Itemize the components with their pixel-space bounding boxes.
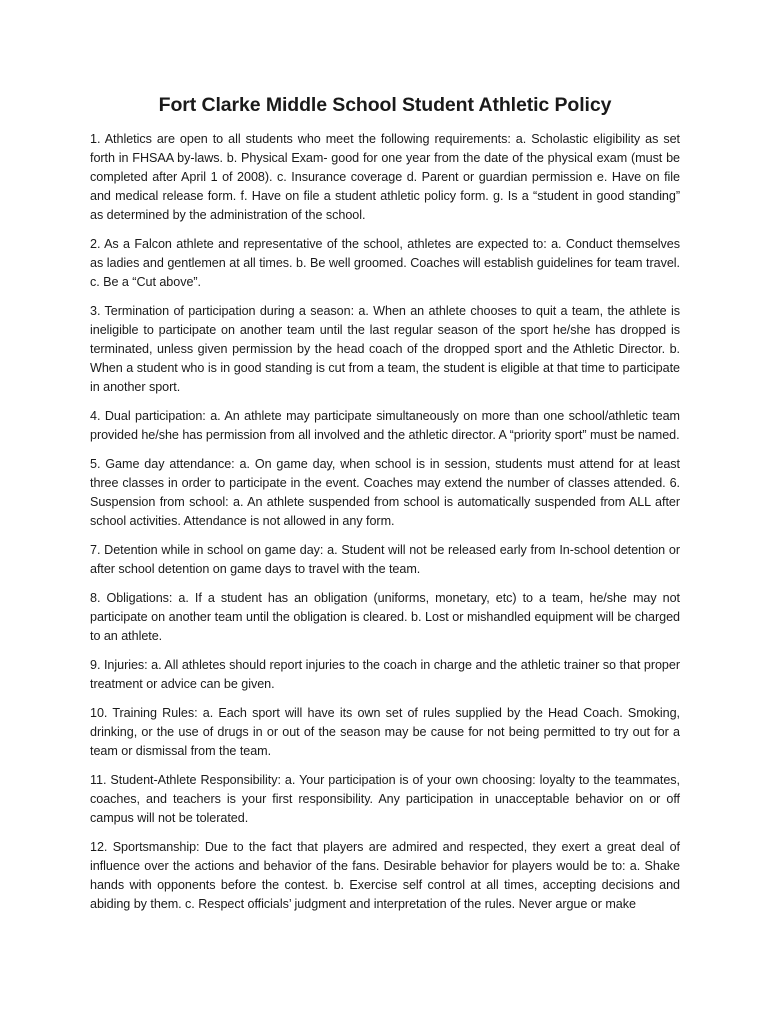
policy-paragraph-7: 7. Detention while in school on game day: a. Student will not be released early from In-school detention or after school detention on game days to travel with the team. — [90, 543, 680, 576]
policy-paragraph-10: 10. Training Rules: a. Each sport will have its own set of rules supplied by the Head Coach. Smoking, drinking, or the use of drugs in or out of the season may be cause for not being permitted to try out for a team or dismissal from the team. — [90, 706, 680, 758]
document-title: Fort Clarke Middle School Student Athletic Policy — [158, 94, 612, 116]
policy-paragraph-11: 11. Student-Athlete Responsibility: a. Your participation is of your own choosing: loyalty to the teammates, coaches, and teachers is your first responsibility. Any participation in unacceptable behavior on or off campus will not be tolerated. — [90, 773, 680, 825]
policy-paragraph-12: 12. Sportsmanship: Due to the fact that players are admired and respected, they exert a great deal of influence over the actions and behavior of the fans. Desirable behavior for players would be to: a. Shake hands with opponents before the contest. b. Exercise self control at all times, accepting decisions and abiding by them. c. Respect officials’ judgment and interpretation of the rules. Never argue or make — [90, 840, 680, 911]
policy-body — [90, 130, 680, 924]
policy-paragraph-9: 9. Injuries: a. All athletes should report injuries to the coach in charge and the athletic trainer so that proper treatment or advice can be given. — [90, 658, 680, 691]
policy-paragraph-1: 1. Athletics are open to all students who meet the following requirements: a. Scholastic eligibility as set forth in FHSAA by-laws. b. Physical Exam- good for one year from the date of the physical exam (must be completed after April 1 of 2008). c. Insurance coverage d. Parent or guardian permission e. Have on file and medical release form. f. Have on file a student athletic policy form. g. Is a “student in good standing” as determined by the administration of the school. — [90, 132, 680, 222]
policy-paragraph-4: 4. Dual participation: a. An athlete may participate simultaneously on more than one school/athletic team provided he/she has permission from all involved and the athletic director. A “priority sport” must be named. — [90, 409, 680, 442]
policy-paragraph-8: 8. Obligations: a. If a student has an obligation (uniforms, monetary, etc) to a team, he/she may not participate on another team until the obligation is cleared. b. Lost or mishandled equipment will be charged to an athlete. — [90, 591, 680, 643]
policy-paragraph-3: 3. Termination of participation during a season: a. When an athlete chooses to quit a team, the athlete is ineligible to participate on another team until the last regular season of the sport he/she has dropped is terminated, unless given permission by the head coach of the dropped sport and the Athletic Director. b. When a student who is in good standing is cut from a team, the student is eligible at that time to participate in another sport. — [90, 304, 680, 394]
policy-paragraph-5: 5. Game day attendance: a. On game day, when school is in session, students must attend for at least three classes in order to participate in the event. Coaches may extend the number of classes attended. 6. Suspension from school: a. An athlete suspended from school is automatically suspended from ALL after school activities. Attendance is not allowed in any form. — [90, 457, 680, 528]
policy-paragraph-2: 2. As a Falcon athlete and representative of the school, athletes are expected to: a. Conduct themselves as ladies and gentlemen at all times. b. Be well groomed. Coaches will establish guidelines for team travel. c. Be a “Cut above”. — [90, 237, 680, 289]
